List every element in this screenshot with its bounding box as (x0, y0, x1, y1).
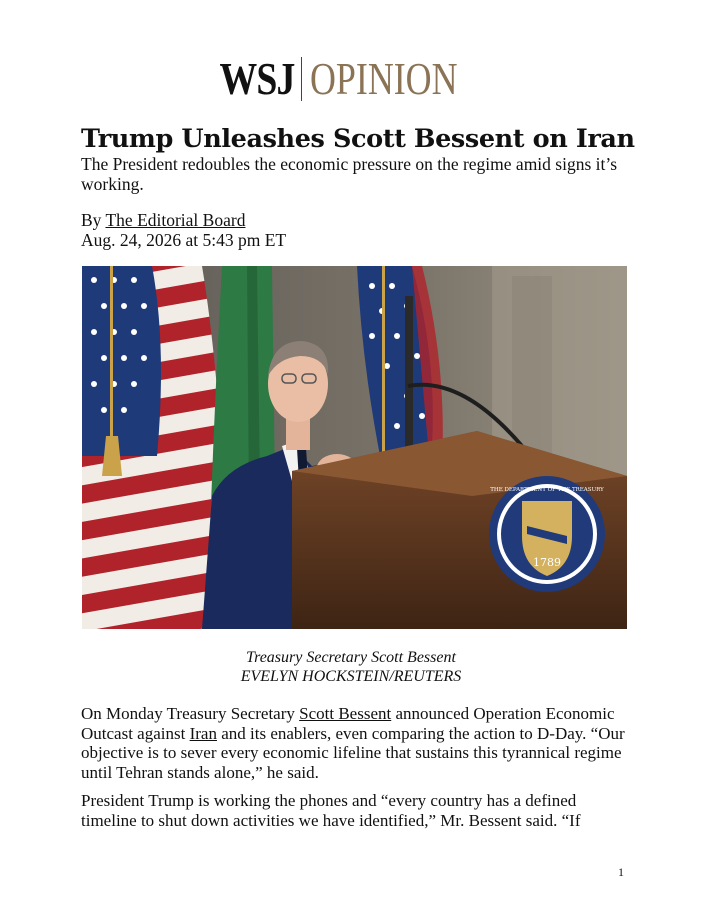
scott-bessent-link[interactable]: Scott Bessent (299, 704, 392, 723)
page-number: 1 (618, 865, 624, 879)
masthead-section: OPINION (309, 53, 458, 104)
photo-illustration (82, 266, 627, 629)
article-photo (82, 266, 627, 629)
p1-text-a: On Monday Treasury Secretary (81, 704, 300, 723)
iran-link[interactable]: Iran (189, 723, 217, 743)
article-headline: Trump Unleashes Scott Bessent on Iran (81, 124, 635, 154)
masthead (0, 53, 702, 104)
photo-credit: EVELYN HOCKSTEIN/REUTERS (240, 668, 462, 685)
photo-caption: Treasury Secretary Scott Bessent (246, 649, 456, 666)
byline-prefix: By (81, 210, 106, 230)
seal-text: THE DEPARTMENT OF THE TREASURY (490, 487, 604, 493)
seal-year: 1789 (533, 556, 561, 569)
body-paragraph-1 (81, 704, 626, 782)
article-dek: The President redoubles the economic pressure on the regime amid signs it’s working. (81, 154, 618, 194)
masthead-wsj-logo: WSJ (219, 53, 295, 104)
article-date: Aug. 24, 2026 at 5:43 pm ET (81, 230, 287, 250)
author-link[interactable]: The Editorial Board (105, 210, 246, 230)
byline (81, 210, 245, 230)
masthead-divider (301, 57, 302, 101)
body-paragraph-2: President Trump is working the phones and “every country has a defined timeline to shut down activities we have identified,” Mr. Bessent said. “If (81, 791, 581, 830)
p1-text-b: announced Operation Economic Outcast against (81, 704, 615, 743)
p1-text-c: and its enablers, even comparing the action to D-Day. “Our objective is to sever every economic lifeline that sustains this tyrannical regime until Tehran stands alone,” he said. (81, 723, 625, 782)
